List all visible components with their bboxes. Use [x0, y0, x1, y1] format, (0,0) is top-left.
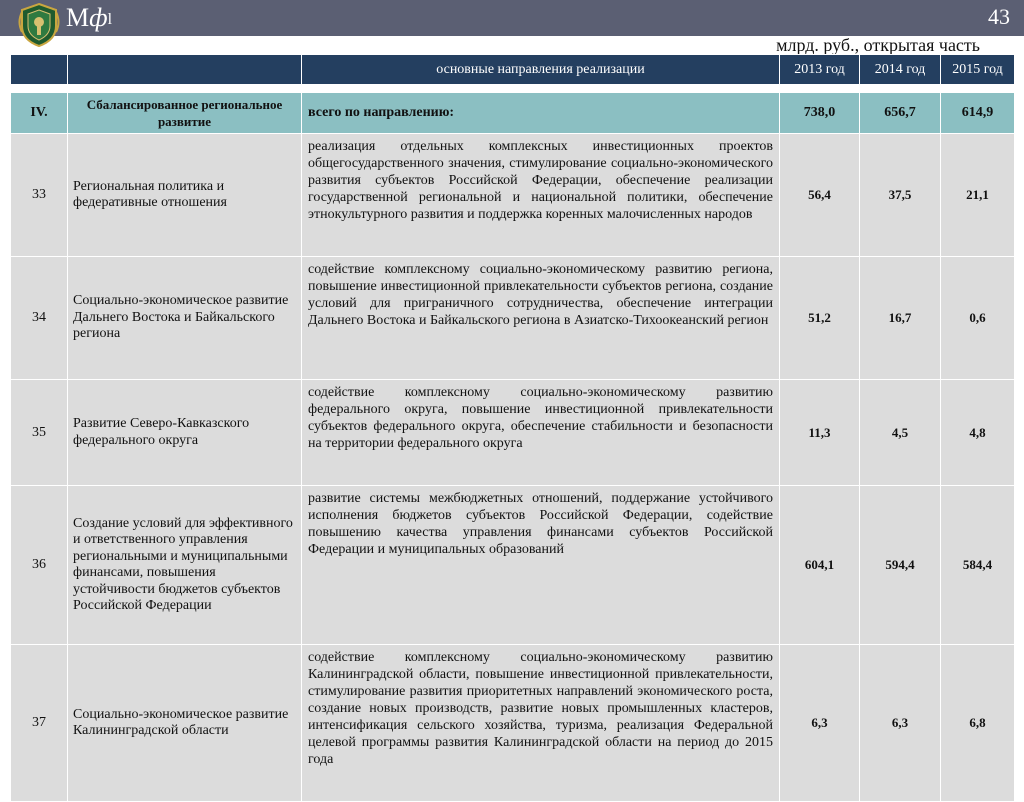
row-2014: 4,5	[860, 380, 941, 486]
row-description: содействие комплексному социально-экономическому развитию региона, повышение инвестиционной привлекательности субъектов региона, создание условий для приграничного сотрудничества, обеспечение интеграции Дальнего Востока и Байкальского региона в Азиатско-Тихоокеанский регион	[302, 257, 780, 380]
header-cell-2013: 2013 год	[780, 55, 860, 85]
summary-number: IV.	[11, 93, 68, 134]
row-name: Региональная политика и федеративные отношения	[68, 134, 302, 257]
summary-2013: 738,0	[780, 93, 860, 134]
row-number: 35	[11, 380, 68, 486]
summary-direction: всего по направлению:	[302, 93, 780, 134]
row-2015: 0,6	[941, 257, 1015, 380]
ministry-emblem-icon	[16, 2, 62, 48]
row-2013: 11,3	[780, 380, 860, 486]
page-number: 43	[988, 4, 1010, 29]
row-2015: 4,8	[941, 380, 1015, 486]
table-row	[11, 645, 1015, 802]
row-2014: 37,5	[860, 134, 941, 257]
budget-table-container	[10, 54, 1014, 802]
logo-text: Мфl	[66, 3, 113, 32]
table-row	[11, 486, 1015, 645]
summary-section: Сбалансированное региональное развитие	[68, 93, 302, 134]
top-bar	[0, 0, 1024, 36]
row-description: содействие комплексному социально-экономическому развитию федерального округа, повышение инвестиционной привлекательности субъектов федерального округа, обеспечение стабильности и безопасности на территории федерального округа	[302, 380, 780, 486]
summary-row	[11, 93, 1015, 134]
row-number: 34	[11, 257, 68, 380]
budget-table	[10, 54, 1015, 802]
row-2015: 584,4	[941, 486, 1015, 645]
summary-2014: 656,7	[860, 93, 941, 134]
row-2013: 51,2	[780, 257, 860, 380]
row-2013: 56,4	[780, 134, 860, 257]
table-row	[11, 380, 1015, 486]
header-cell-directions: основные направления реализации	[302, 55, 780, 85]
header-cell-number	[11, 55, 68, 85]
units-label: млрд. руб., открытая часть	[776, 35, 980, 55]
header-cell-2015: 2015 год	[941, 55, 1015, 85]
row-number: 37	[11, 645, 68, 802]
table-row	[11, 257, 1015, 380]
row-number: 33	[11, 134, 68, 257]
row-2014: 16,7	[860, 257, 941, 380]
row-number: 36	[11, 486, 68, 645]
header-cell-name	[68, 55, 302, 85]
row-2014: 594,4	[860, 486, 941, 645]
row-2015: 6,8	[941, 645, 1015, 802]
spacer-row	[11, 85, 1015, 93]
row-description: содействие комплексному социально-экономическому развитию Калининградской области, повышение инвестиционной привлекательности, стимулирование развития приоритетных направлений экономического роста, создание новых производств, развитие новых промышленных кластеров, интенсификация сельского хозяйства, туризма, реализация Федеральной целевой программы развития Калининградской области на период до 2015 года	[302, 645, 780, 802]
header-cell-2014: 2014 год	[860, 55, 941, 85]
row-description: реализация отдельных комплексных инвестиционных проектов общегосударственного значения, стимулирование социально-экономического развития субъектов Российской Федерации, обеспечение реализации государственной региональной и национальной политики, обеспечение этнокультурного развития и поддержка коренных малочисленных народов	[302, 134, 780, 257]
row-2015: 21,1	[941, 134, 1015, 257]
row-name: Социально-экономическое развитие Дальнего Востока и Байкальского региона	[68, 257, 302, 380]
row-name: Развитие Северо-Кавказского федерального округа	[68, 380, 302, 486]
row-name: Создание условий для эффективного и ответственного управления региональными и муниципальными финансами, повышения устойчивости бюджетов субъектов Российской Федерации	[68, 486, 302, 645]
row-2013: 604,1	[780, 486, 860, 645]
summary-2015: 614,9	[941, 93, 1015, 134]
row-name: Социально-экономическое развитие Калининградской области	[68, 645, 302, 802]
row-description: развитие системы межбюджетных отношений, поддержание устойчивого исполнения бюджетов субъектов Российской Федерации, содействие повышению качества управления финансами субъектов Российской Федерации и муниципальных образований	[302, 486, 780, 645]
row-2013: 6,3	[780, 645, 860, 802]
row-2014: 6,3	[860, 645, 941, 802]
table-row	[11, 134, 1015, 257]
table-header-row	[11, 55, 1015, 85]
